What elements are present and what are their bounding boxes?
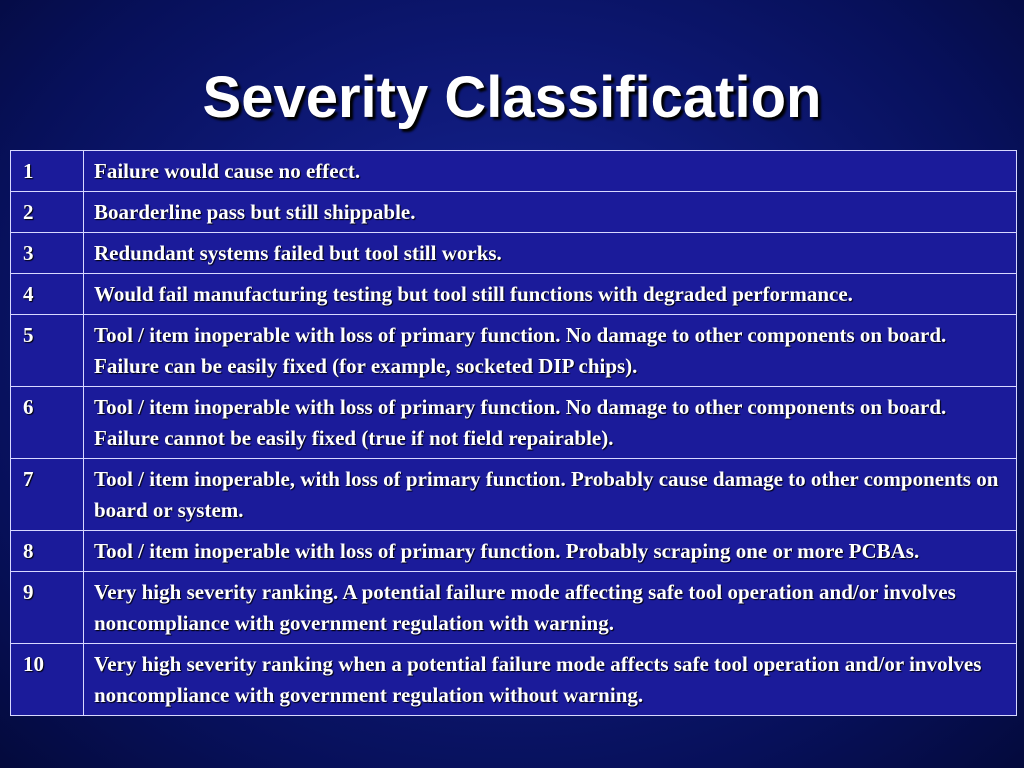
severity-description: Tool / item inoperable with loss of primary function. Probably scraping one or more PCBAs. <box>84 531 1017 572</box>
severity-description: Very high severity ranking when a potential failure mode affects safe tool operation and/or involves noncompliance with government regulation without warning. <box>84 644 1017 716</box>
table-row <box>11 459 1017 531</box>
severity-description: Tool / item inoperable with loss of primary function. No damage to other components on board. Failure can be easily fixed (for example, socketed DIP chips). <box>84 315 1017 387</box>
table-row <box>11 233 1017 274</box>
table-row <box>11 387 1017 459</box>
table-row <box>11 644 1017 716</box>
table-row <box>11 572 1017 644</box>
severity-rank: 3 <box>11 233 84 274</box>
severity-rank: 9 <box>11 572 84 644</box>
severity-rank: 6 <box>11 387 84 459</box>
severity-rank: 10 <box>11 644 84 716</box>
table-row <box>11 531 1017 572</box>
severity-rank: 8 <box>11 531 84 572</box>
table-row <box>11 315 1017 387</box>
severity-rank: 4 <box>11 274 84 315</box>
table-row <box>11 192 1017 233</box>
severity-description: Boarderline pass but still shippable. <box>84 192 1017 233</box>
severity-rank: 7 <box>11 459 84 531</box>
severity-rank: 2 <box>11 192 84 233</box>
table-row <box>11 151 1017 192</box>
table-row <box>11 274 1017 315</box>
severity-description: Tool / item inoperable, with loss of primary function. Probably cause damage to other components on board or system. <box>84 459 1017 531</box>
severity-rank: 5 <box>11 315 84 387</box>
severity-description: Very high severity ranking. A potential failure mode affecting safe tool operation and/or involves noncompliance with government regulation with warning. <box>84 572 1017 644</box>
severity-description: Tool / item inoperable with loss of primary function. No damage to other components on board. Failure cannot be easily fixed (true if not field repairable). <box>84 387 1017 459</box>
severity-table-container <box>10 150 1017 716</box>
severity-description: Failure would cause no effect. <box>84 151 1017 192</box>
slide-title: Severity Classification <box>202 65 822 130</box>
severity-rank: 1 <box>11 151 84 192</box>
severity-description: Redundant systems failed but tool still works. <box>84 233 1017 274</box>
severity-table <box>10 150 1017 716</box>
severity-description: Would fail manufacturing testing but tool still functions with degraded performance. <box>84 274 1017 315</box>
